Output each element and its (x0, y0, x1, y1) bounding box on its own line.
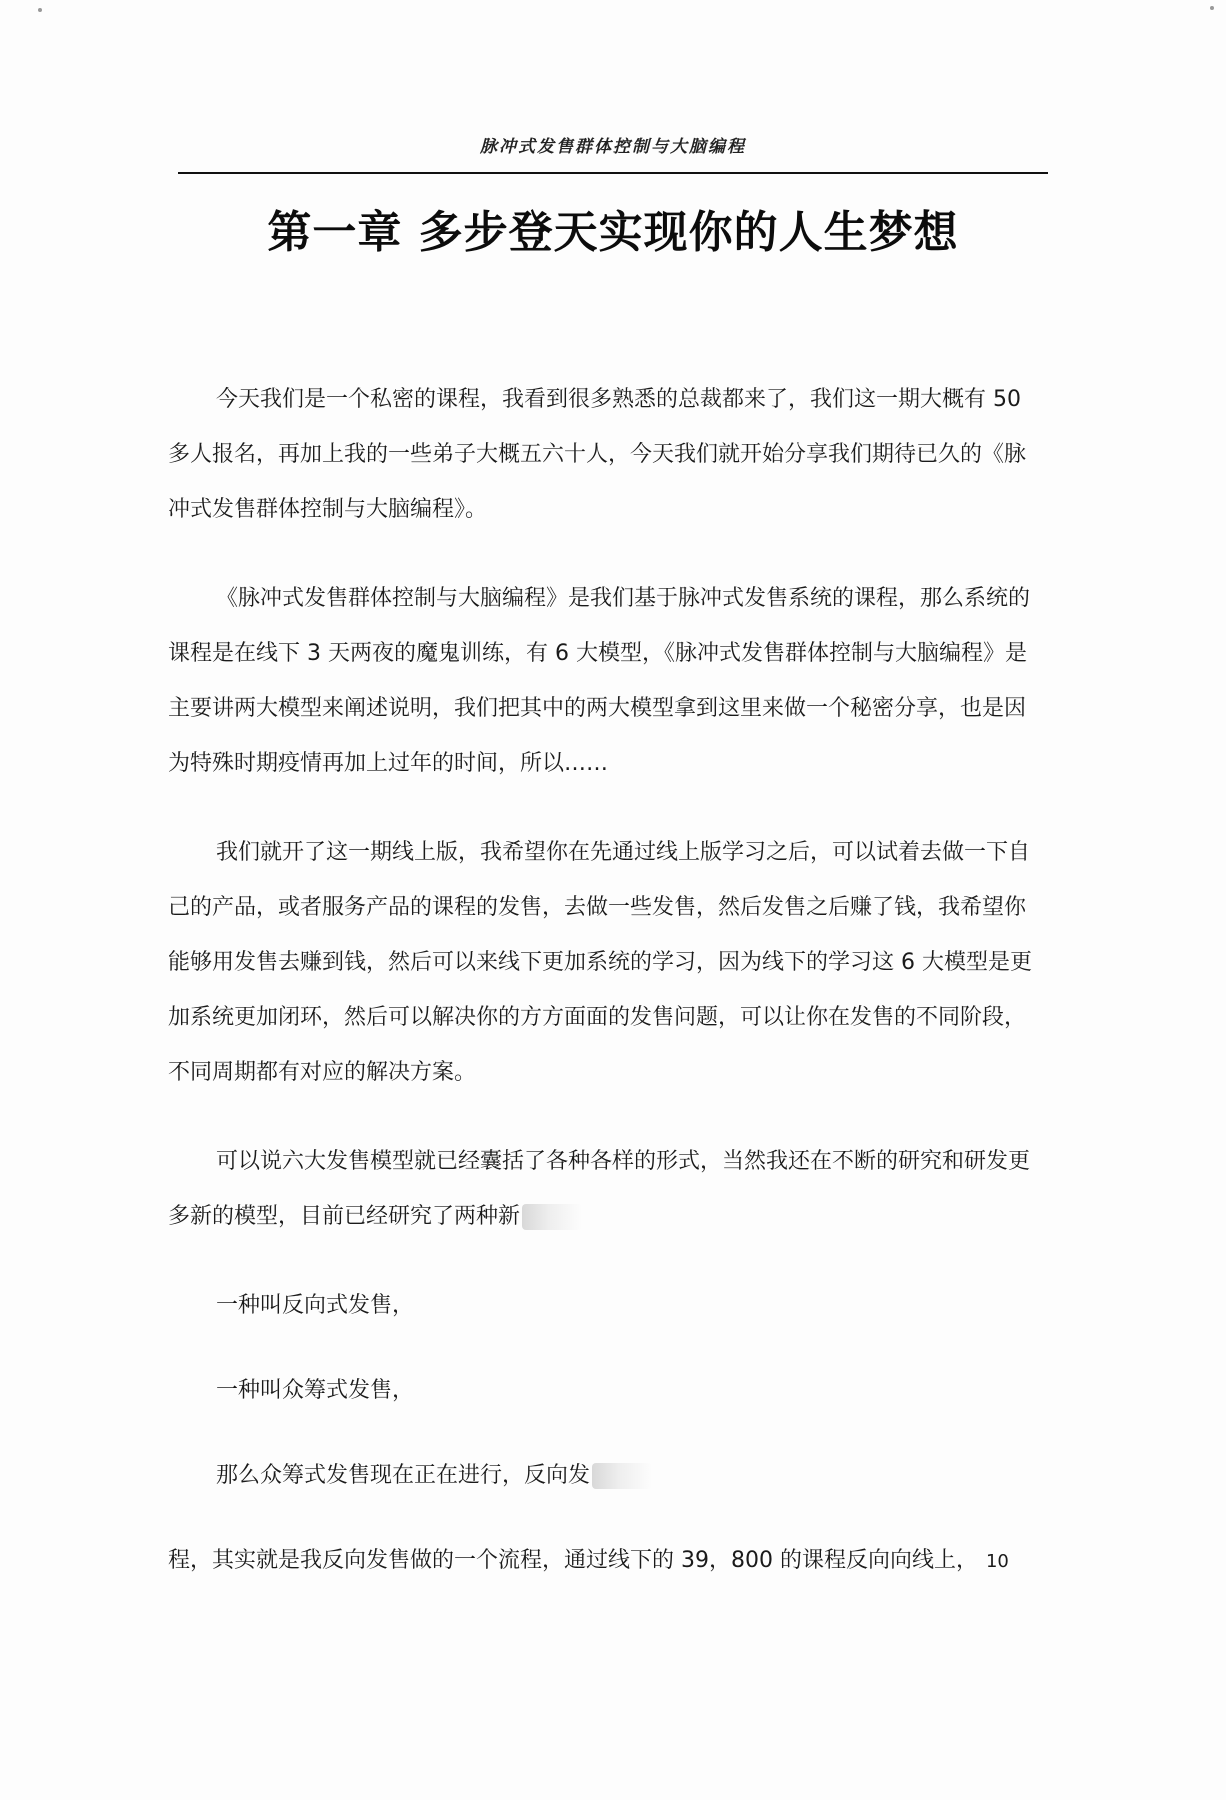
paragraph: 《脉冲式发售群体控制与大脑编程》是我们基于脉冲式发售系统的课程，那么系统的课程是在线下 3 天两夜的魔鬼训练，有 6 大模型，《脉冲式发售群体控制与大脑编程》是主要讲两大模型来阐述说明，我们把其中的两大模型拿到这里来做一个秘密分享，也是因为特殊时期疫情再加上过年的时间，所以…… (168, 586, 1031, 776)
body-text (168, 372, 1040, 1589)
paragraph: 一种叫反向式发售， (216, 1293, 415, 1318)
paragraph (168, 1448, 1040, 1503)
scan-speck (1210, 6, 1214, 10)
paragraph: 我们就开了这一期线上版，我希望你在先通过线上版学习之后，可以试着去做一下自己的产品，或者服务产品的课程的发售，去做一些发售，然后发售之后赚了钱，我希望你能够用发售去赚到钱，然后可以来线下更加系统的学习，因为线下的学习这 6 大模型是更加系统更加闭环，然后可以解决你的方方面面的发售问题，可以让你在发售的不同阶段，不同周期都有对应的解决方案。 (168, 840, 1032, 1085)
header-divider (178, 172, 1048, 174)
paragraph (168, 1533, 1040, 1589)
paragraph: 一种叫众筹式发售， (216, 1378, 415, 1403)
redaction-blur (522, 1204, 582, 1230)
inline-number: 10 (985, 1551, 1009, 1572)
chapter-title: 第一章 多步登天实现你的人生梦想 (267, 207, 959, 258)
scan-speck (38, 8, 42, 12)
paragraph-text: 可以说六大发售模型就已经囊括了各种各样的形式，当然我还在不断的研究和研发更多新的模型，目前已经研究了两种新 (168, 1149, 1031, 1229)
redaction-blur (592, 1463, 652, 1489)
paragraph (168, 1134, 1040, 1244)
paragraph: 今天我们是一个私密的课程，我看到很多熟悉的总裁都来了，我们这一期大概有 50 多人报名，再加上我的一些弟子大概五六十人，今天我们就开始分享我们期待已久的《脉冲式发售群体控制与大脑编程》。 (168, 387, 1027, 522)
paragraph-text: 那么众筹式发售现在正在进行，反向发 (216, 1463, 591, 1488)
running-header: 脉冲式发售群体控制与大脑编程 (480, 137, 746, 157)
paragraph-text: 程，其实就是我反向发售做的一个流程，通过线下的 39，800 的课程反向向线上， (168, 1548, 978, 1573)
